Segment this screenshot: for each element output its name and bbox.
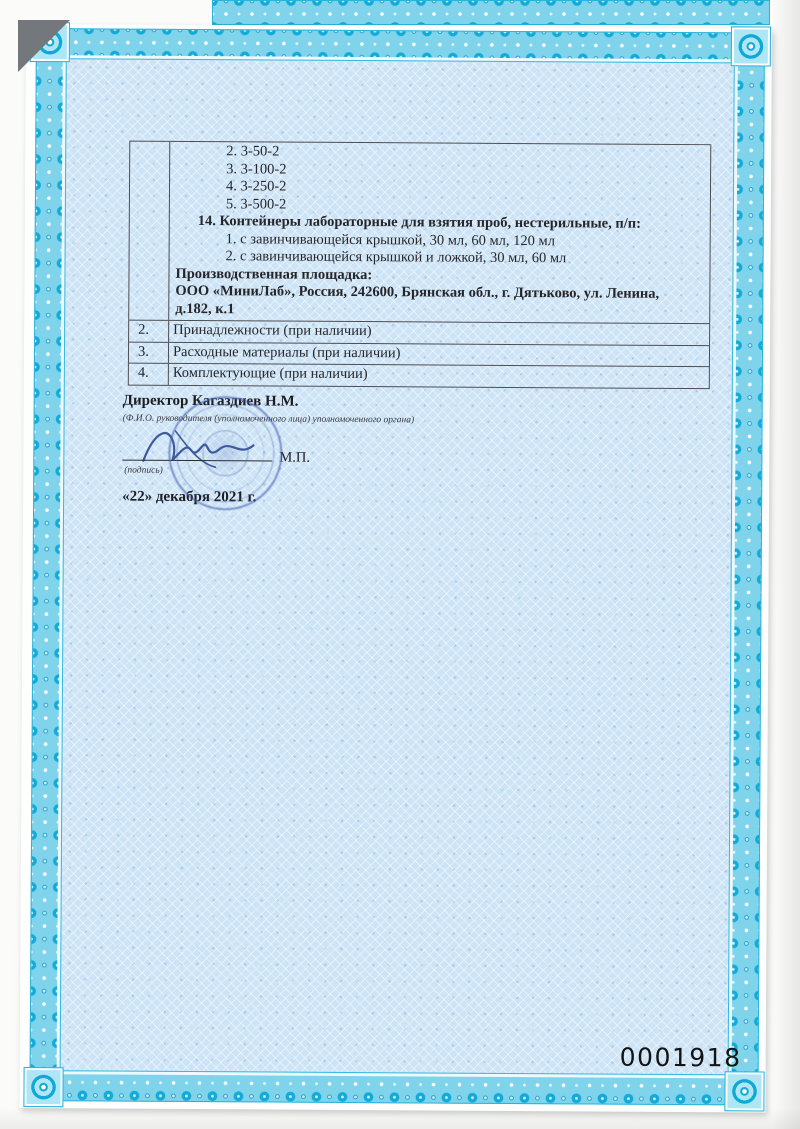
item-14-subitem: 1. с завинчивающейся крышкой, 30 мл, 60 мл, 120 мл: [225, 230, 556, 249]
document-date: «22» декабря 2021 г.: [122, 488, 257, 506]
row-number-cell: 3.: [129, 342, 169, 363]
table-row: [129, 341, 709, 366]
size-item: 4. 3-250-2: [225, 178, 287, 195]
row-label-cell: Расходные материалы (при наличии): [172, 343, 401, 361]
director-caption: (Ф.И.О. руководителя (уполномоченного лица) уполномоченного органа): [122, 413, 415, 426]
seal-place-label: М.П.: [279, 449, 311, 466]
certificate-page: [19, 24, 772, 1113]
table-row-continuation: [129, 142, 710, 324]
row-label-cell: Комплектующие (при наличии): [172, 364, 368, 383]
signature-caption: (подпись): [124, 465, 163, 476]
row-number-cell: 4.: [129, 364, 169, 385]
size-item: 3. 3-100-2: [226, 160, 287, 178]
row-label-cell: Принадлежности (при наличии): [173, 321, 372, 340]
production-site-label: Производственная площадка:: [175, 265, 373, 283]
row-body-cell: [169, 142, 710, 323]
production-site-address: ООО «МиниЛаб», Россия, 242600, Брянская обл., г. Дятьково, ул. Ленина,: [175, 282, 660, 302]
size-item: 2. 3-50-2: [226, 143, 280, 160]
table-row: [129, 320, 709, 345]
round-seal-stamp: [168, 396, 283, 511]
item-14-title: 14. Контейнеры лабораторные для взятия проб, нестерильные, п/п:: [197, 213, 641, 232]
table-row: [129, 363, 709, 388]
document-content: [19, 24, 772, 1113]
stamp-core: [202, 430, 248, 476]
serial-number: 0001918: [619, 1042, 742, 1073]
scan-edge-shadow-right: [772, 0, 800, 1129]
item-14-subitem: 2. с завинчивающейся крышкой и ложкой, 30 мл, 60 мл: [225, 248, 567, 267]
scan-top-border-strip: [212, 0, 770, 25]
items-table: [128, 141, 711, 389]
row-number-cell: [129, 142, 170, 320]
size-item: 5. 3-500-2: [225, 195, 287, 213]
director-name-line: Директор Кагаздиев Н.М.: [122, 392, 299, 410]
folded-corner: [18, 20, 70, 72]
production-site-address: д.182, к.1: [175, 300, 235, 317]
row-number-cell: 2.: [129, 321, 169, 342]
